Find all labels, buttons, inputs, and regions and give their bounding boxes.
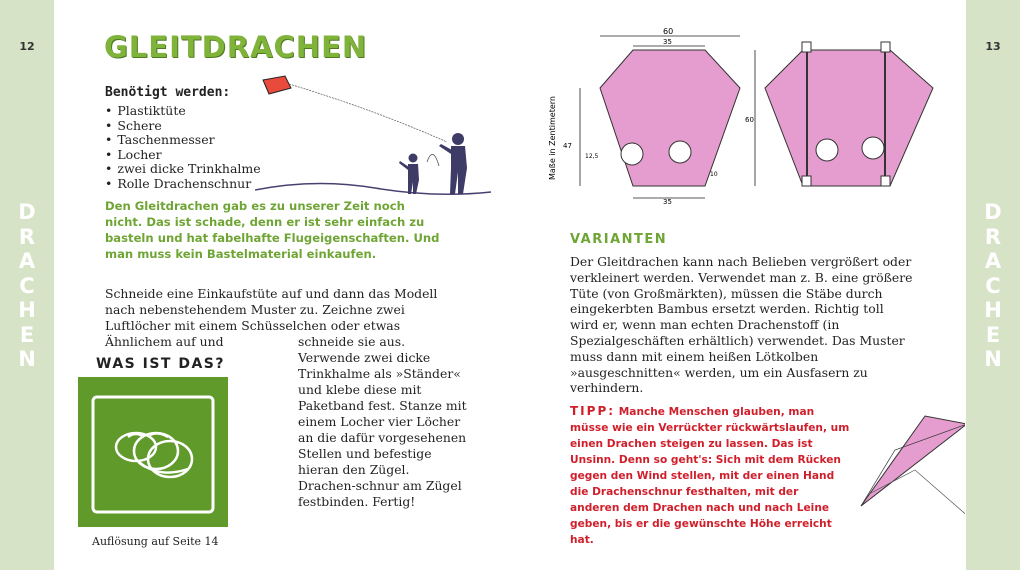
variants-heading: VARIANTEN bbox=[570, 232, 668, 247]
page-title: GLEITDRACHEN bbox=[104, 30, 368, 64]
materials-item: • Schere bbox=[105, 119, 261, 134]
glider-kite-illustration bbox=[855, 410, 965, 570]
page-number-right: 13 bbox=[985, 40, 1001, 53]
instructions-top: Schneide eine Einkaufstüte auf und dann das Modell nach nebenstehendem Muster zu. Zeichne zwei Luftlöcher mit einem Schüsselchen oder etwas Ähnlichem auf und bbox=[105, 286, 438, 349]
materials-item: • zwei dicke Trinkhalme bbox=[105, 162, 261, 177]
hand-string bbox=[427, 154, 439, 166]
side-label-letter: N bbox=[18, 347, 36, 371]
materials-item: • Plastiktüte bbox=[105, 104, 261, 119]
materials-heading: Benötigt werden: bbox=[105, 85, 231, 100]
side-label-letter: E bbox=[985, 322, 1001, 347]
dim-top-width: 60 bbox=[663, 27, 674, 36]
tip-box bbox=[570, 403, 850, 548]
measurement-note: Maße in Zentimetern bbox=[548, 96, 557, 180]
quiz-caption: Auflösung auf Seite 14 bbox=[92, 535, 219, 548]
side-label-letter: H bbox=[18, 298, 36, 322]
left-side-strip bbox=[0, 0, 54, 570]
side-label-letter: D bbox=[18, 200, 36, 224]
dim-hole-offset: 12,5 bbox=[585, 153, 599, 160]
quiz-picture bbox=[78, 377, 228, 527]
tip-emphasis: Denn so geht's: bbox=[618, 454, 713, 466]
side-label-letter: H bbox=[984, 298, 1002, 322]
child-figure bbox=[399, 154, 419, 195]
side-label-left bbox=[0, 200, 54, 372]
instructions-column: schneide sie aus. Verwende zwei dicke Trinkhalme als »Ständer« und klebe diese mit Paketband fest. Stanze mit einem Locher vier Löcher an die dafür vorgesehenen Stellen und befestige hieran den Zügel. Drachen-schnur am Zügel festbinden. Fertig! bbox=[298, 334, 467, 509]
variants-text: Der Gleitdrachen kann nach Belieben vergrößert oder verkleinert werden. Verwendet man z. B. eine größere Tüte (von Großmärkten), müssen die Stäbe durch eingekerbten Bambus ersetzt werden. Richtig toll wird er, wenn man echten Drachenstoff (in Spezialgeschäften erhältlich) verwendet. Das Muster muss dann mit einem heißen Lötkolben »ausgeschnitten« werden, um ein Ausfasern zu verhindern. bbox=[570, 254, 913, 396]
kite-pattern-left bbox=[600, 50, 740, 186]
dim-bottom-width: 35 bbox=[663, 198, 672, 206]
materials-item: • Taschenmesser bbox=[105, 133, 261, 148]
side-label-letter: A bbox=[984, 249, 1002, 273]
dim-height-right: 60 bbox=[745, 116, 754, 124]
side-label-letter: N bbox=[984, 347, 1002, 371]
air-hole bbox=[669, 141, 691, 163]
quiz-drawing bbox=[78, 377, 228, 527]
dim-height-left: 47 bbox=[563, 142, 572, 150]
side-label-letter: R bbox=[18, 224, 36, 249]
side-label-right bbox=[966, 200, 1020, 372]
side-label-letter: D bbox=[984, 200, 1002, 224]
tip-text-2: Sich mit dem Rücken gegen den Wind stellen, mit der einen Hand die Drachenschnur festhalten, mit der anderen dem Drachen nach und nach Leine geben, bis er die gewünschte Höhe erreicht hat. bbox=[570, 454, 841, 546]
quiz-heading: WAS IST DAS? bbox=[96, 356, 225, 372]
side-label-letter: E bbox=[19, 322, 35, 347]
dim-small: 10 bbox=[710, 171, 718, 178]
tip-label: TIPP: bbox=[570, 404, 616, 418]
dim-top-inner: 35 bbox=[663, 38, 672, 46]
side-label-letter: C bbox=[985, 273, 1001, 298]
kite-pattern-diagram bbox=[545, 24, 940, 214]
kite-flying-illustration bbox=[255, 70, 495, 200]
materials-item: • Locher bbox=[105, 148, 261, 163]
page-number-left: 12 bbox=[19, 40, 35, 53]
side-label-letter: C bbox=[19, 273, 35, 298]
intro-text: Den Gleitdrachen gab es zu unserer Zeit noch nicht. Das ist schade, denn er ist sehr einfach zu basteln und hat fabelhafte Flugeigenschaften. Und man muss kein Bastelmaterial einkaufen. bbox=[105, 199, 440, 261]
kite-pattern-right bbox=[765, 50, 933, 186]
red-kite-shape bbox=[263, 76, 291, 94]
materials-item: • Rolle Drachenschnur bbox=[105, 177, 261, 192]
side-label-letter: A bbox=[18, 249, 36, 273]
kite-string bbox=[289, 84, 447, 142]
air-hole bbox=[621, 143, 643, 165]
right-side-strip bbox=[966, 0, 1020, 570]
side-label-letter: R bbox=[984, 224, 1002, 249]
materials-list bbox=[105, 104, 261, 192]
tip-text-1: Manche Menschen glauben, man müsse wie ein Verrückter rückwärtslaufen, um einen Drachen steigen zu lassen. Das ist Unsinn. bbox=[570, 406, 850, 466]
adult-figure bbox=[439, 133, 467, 194]
